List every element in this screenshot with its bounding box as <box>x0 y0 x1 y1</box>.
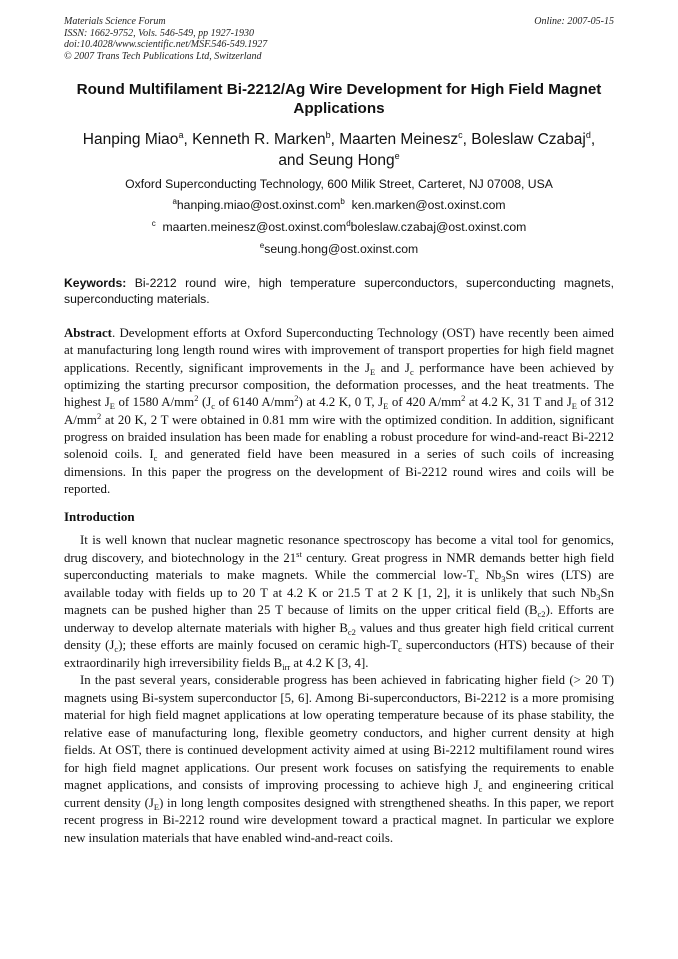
email-line-cd <box>60 220 618 234</box>
email-line-ab <box>60 198 618 212</box>
journal-header <box>64 16 267 62</box>
keywords-text: Bi-2212 round wire, high temperature superconductors, superconducting magnets, superconducting materials. <box>64 276 614 306</box>
email-b[interactable]: ken.marken@ost.oxinst.com <box>351 198 506 212</box>
author-mark: e <box>394 150 400 161</box>
author-separator: , <box>330 131 340 148</box>
author-name: Hanping Miao <box>82 131 179 148</box>
keywords <box>64 276 614 307</box>
email-mark: d <box>346 219 351 228</box>
section-heading: Introduction <box>64 509 135 524</box>
email-mark: b <box>340 197 345 206</box>
paragraph: In the past several years, considerable progress has been achieved in fabricating higher field (> 20 T) magnets using Bi-system superconductor [5, 6]. Among Bi-superconductors, Bi-2212 is a more promising material for high field magnet applications at low operating temperature because of its phase stability, the relative ease of manufacturing long, flexible geometry conductors, and higher current density at high fields. At OST, there is continued development activity aimed at using Bi-2212 multifilament round wires for high field magnet applications. Our present work focuses on satisfying the requirements to enable magnet applications, and consists of improving processing to achieve high $J_c$ and engineering critical current density $(J_E)$ in long length composites designed with strengthened sheaths. In this paper, we report recent progress in Bi-2212 round wire development toward a practical magnet. In particular we explore new insulation materials that have enabled wind-and-react coils. <box>64 673 614 845</box>
author-separator: , <box>590 131 596 148</box>
email-mark: c <box>151 219 156 228</box>
online-date: Online: 2007-05-15 <box>534 16 614 27</box>
copyright-line: © 2007 Trans Tech Publications Ltd, Switzerland <box>64 50 262 62</box>
author-mark: d <box>585 130 591 140</box>
author-list <box>60 130 618 171</box>
email-line-e <box>60 242 618 256</box>
issn-line: ISSN: 1662-9752, Vols. 546-549, pp 1927-1930 <box>64 27 254 39</box>
email-mark: a <box>172 197 177 206</box>
keywords-label: Keywords: <box>64 276 127 290</box>
email-mark: e <box>259 241 265 250</box>
introduction-body <box>64 532 614 847</box>
author-name: Maarten Meinesz <box>339 131 459 148</box>
email-d[interactable]: boleslaw.czabaj@ost.oxinst.com <box>350 220 527 234</box>
abstract-label: Abstract <box>64 326 112 340</box>
author-name: Kenneth R. Marken <box>192 131 326 148</box>
email-e[interactable]: seung.hong@ost.oxinst.com <box>264 242 419 256</box>
author-mark: b <box>325 130 331 140</box>
email-a[interactable]: hanping.miao@ost.oxinst.com <box>176 198 341 212</box>
paper-title: Round Multifilament Bi-2212/Ag Wire Development for High Field Magnet Applications <box>76 81 602 117</box>
doi-line: doi:10.4028/www.scientific.net/MSF.546-549.1927 <box>64 39 268 50</box>
author-separator: , <box>462 131 472 148</box>
author-separator: , <box>183 131 193 148</box>
author-name: Boleslaw Czabaj <box>471 131 586 148</box>
paragraph: It is well known that nuclear magnetic resonance spectroscopy has become a vital tool for genomics, drug discovery, and biotechnology in the 21st century. Great progress in NMR demands better high field superconducting materials to make magnets. While the commercial low-$T_c$ $Nb_3Sn$ wires (LTS) are available today with fields up to 20 T at 4.2 K or 21.5 T at 2 K [1, 2], it is unlikely that such $Nb_3Sn$ magnets can be pushed higher than 25 T because of limits on the upper critical field $(B_{c2})$. Efforts are underway to develop alternate materials with higher $B_{c2}$ values and thus greater high field critical current density $(J_c)$; these efforts are mainly focused on ceramic high-$T_c$ superconductors (HTS) because of their extraordinarily high irreversibility fields $B_{irr}$ at 4.2 K [3, 4]. <box>64 533 614 672</box>
affiliation: Oxford Superconducting Technology, 600 Milik Street, Carteret, NJ 07008, USA <box>125 177 553 191</box>
author-mark: c <box>458 130 463 140</box>
author-mark: a <box>178 130 184 140</box>
author-name: and Seung Hong <box>278 151 395 169</box>
abstract: Abstract. Development efforts at Oxford Superconducting Technology (OST) have recently been aimed at manufacturing long length round wires with improvement of transport properties for high field magnet applications. Recently, significant improvements in the $J_E$ and $J_c$ performance have been achieved by optimizing the starting precursor composition, the deformation processes, and the heat treatments. The highest $J_E$ of 1580 $A/mm^2$ ($J_c$ of 6140 $A/mm^2$) at 4.2 K, 0 T, $J_E$ of 420 $A/mm^2$ at 4.2 K, 31 T and $J_E$ of 312 $A/mm^2$ at 20 K, 2 T were obtained in 0.81 mm wire with the optimized condition. In addition, significant progress on braided insulation has been made for enabling a robust procedure for wind-and-react Bi-2212 solenoid coils. $I_c$ and generated field have been measured in a series of such coils of increasing dimensions. In this paper the progress on the development of Bi-2212 round wires and coils will be reported. <box>64 326 615 497</box>
email-c[interactable]: maarten.meinesz@ost.oxinst.com <box>162 220 347 234</box>
journal-name: Materials Science Forum <box>64 16 166 27</box>
